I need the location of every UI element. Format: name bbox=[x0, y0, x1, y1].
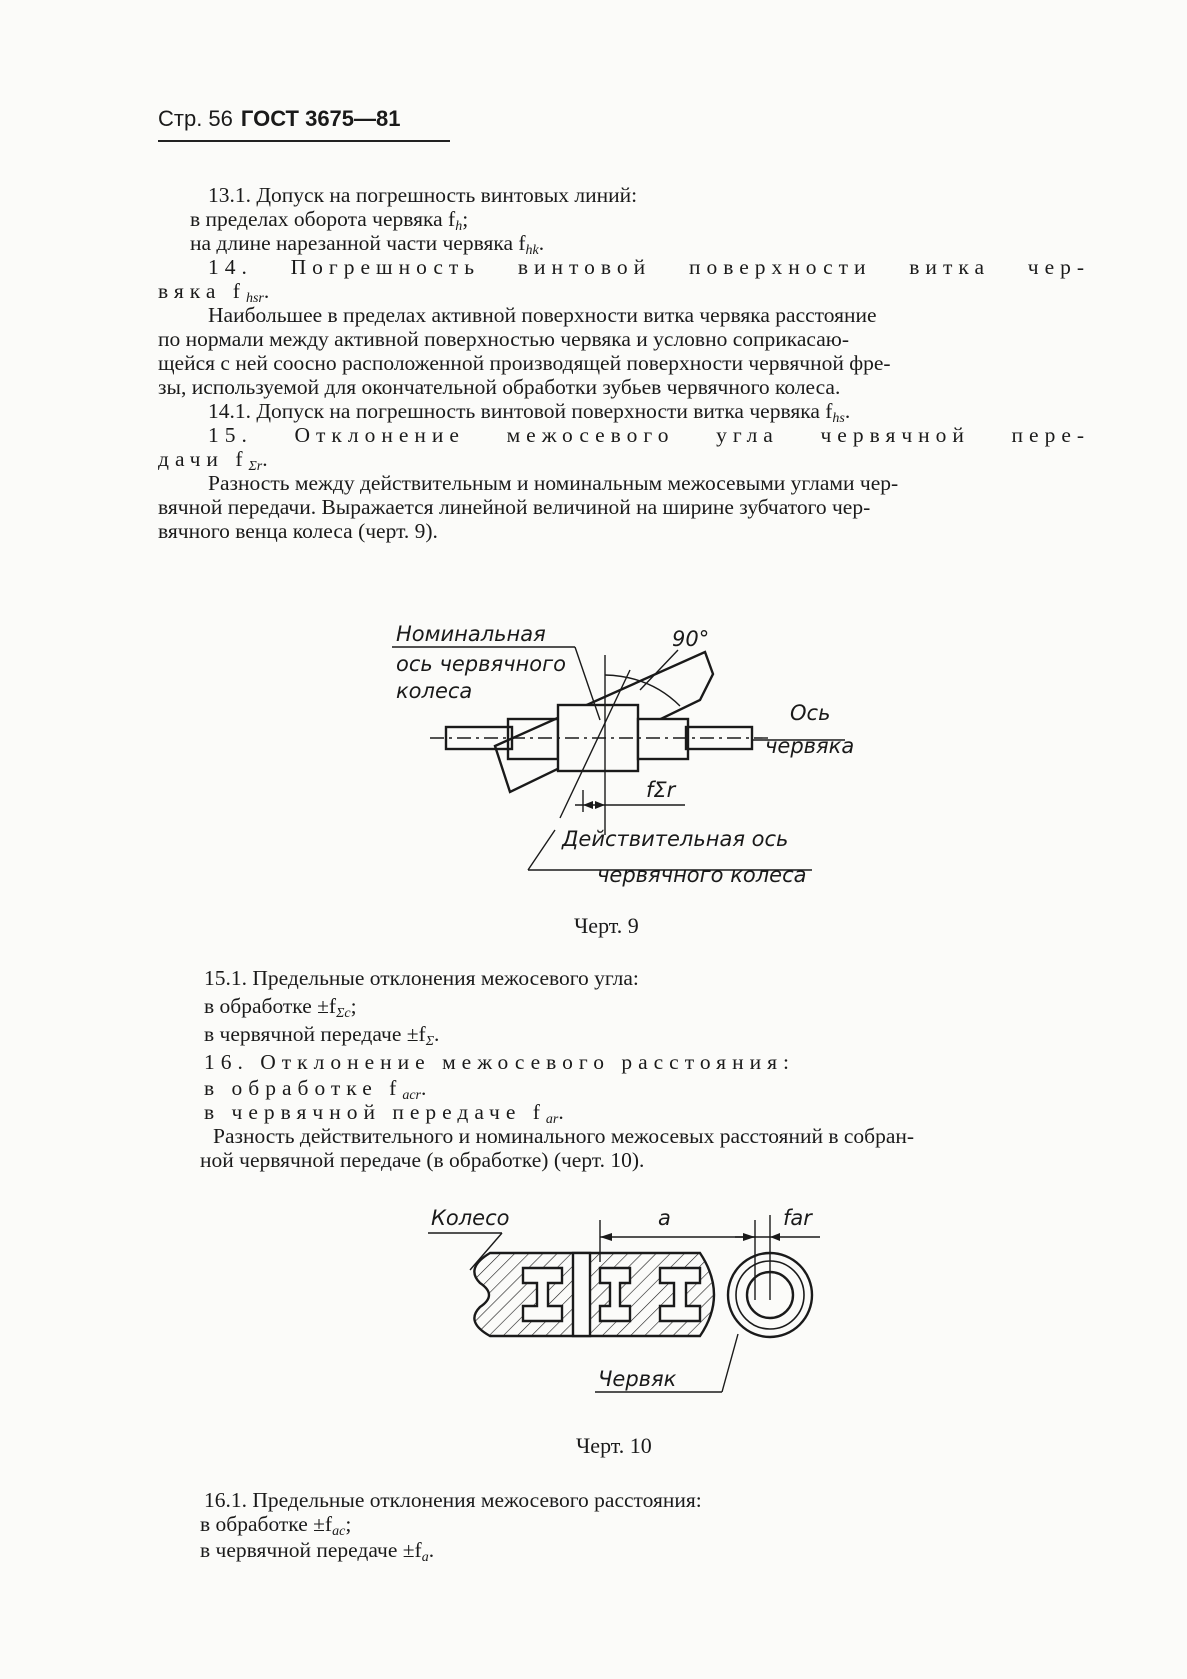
text-line: вячного венца колеса (черт. 9). bbox=[158, 519, 438, 543]
text-line: 15. Отклонение межосевого угла червячной пере- bbox=[208, 423, 1091, 447]
text-line: по нормали между активной поверхностью червяка и условно соприкасаю- bbox=[158, 327, 849, 351]
text-line: зы, используемой для окончательной обработки зубьев червячного колеса. bbox=[158, 375, 841, 399]
label-nominal-axis-2: ось червячного bbox=[396, 652, 566, 676]
text-line: 15.1. Предельные отклонения межосевого угла: bbox=[204, 966, 639, 990]
page-number: Стр. 56 bbox=[158, 106, 233, 131]
text-line: в обработке $\pm f_{ac}$; bbox=[200, 1512, 352, 1539]
label-angle: 90° bbox=[672, 627, 710, 651]
label-worm-axis: Ось bbox=[790, 701, 831, 725]
label-f-sigma-r: fΣr bbox=[646, 778, 676, 802]
text-line: Наибольшее в пределах активной поверхности витка червяка расстояние bbox=[208, 303, 877, 327]
text-line: в обработке $\pm f_{\Sigma c}$; bbox=[204, 994, 357, 1021]
text-line: в червячной передаче $f_{ar}$. bbox=[204, 1100, 570, 1127]
text-line: 14.1. Допуск на погрешность винтовой поверхности витка червяка $f_{hs}$. bbox=[208, 399, 851, 426]
text-line: ной червячной передаче (в обработке) (черт. 10). bbox=[200, 1148, 645, 1172]
label-a: a bbox=[658, 1206, 671, 1230]
label-wheel: Колесо bbox=[431, 1206, 510, 1230]
label-actual-axis: Действительная ось bbox=[562, 827, 789, 851]
figure-9-caption: Черт. 9 bbox=[574, 913, 639, 938]
label-actual-axis-2: червячного колеса bbox=[597, 863, 807, 887]
label-worm-axis-2: червяка bbox=[765, 734, 855, 758]
label-far: far bbox=[783, 1206, 812, 1230]
leader-worm bbox=[722, 1334, 738, 1392]
text-line: 16. Отклонение межосевого расстояния: bbox=[204, 1050, 795, 1074]
label-nominal-axis-3: колеса bbox=[396, 679, 473, 703]
label-worm: Червяк bbox=[598, 1367, 677, 1391]
text-line: 16.1. Предельные отклонения межосевого расстояния: bbox=[204, 1488, 702, 1512]
text-line: вячной передачи. Выражается линейной величиной на ширине зубчатого чер- bbox=[158, 495, 871, 519]
text-line: Разность действительного и номинального межосевых расстояний в собран- bbox=[213, 1124, 915, 1148]
text-line: вяка $f_{hsr}$. bbox=[158, 279, 276, 306]
figure-10-caption: Черт. 10 bbox=[576, 1433, 652, 1458]
gap bbox=[573, 1253, 590, 1336]
text-line: в пределах оборота червяка $f_h$; bbox=[190, 207, 469, 234]
text-line: 14. Погрешность винтовой поверхности витка чер- bbox=[208, 255, 1091, 279]
text-line: щейся с ней соосно расположенной производящей поверхности червячной фре- bbox=[158, 351, 891, 375]
text-line: в обработке $f_{acr}$. bbox=[204, 1076, 433, 1103]
standard-number: ГОСТ 3675—81 bbox=[240, 106, 401, 131]
text-line: в червячной передаче $\pm f_a$. bbox=[200, 1538, 435, 1565]
label-nominal-axis: Номинальная bbox=[396, 622, 546, 646]
text-line: дачи $f_{\Sigma r}$. bbox=[158, 447, 274, 474]
text-line: в червячной передаче $\pm f_\Sigma$. bbox=[204, 1022, 440, 1049]
text-line: Разность между действительным и номинальным межосевыми углами чер- bbox=[208, 471, 899, 495]
text-line: на длине нарезанной части червяка $f_{hk}$. bbox=[190, 231, 545, 258]
text-line: 13.1. Допуск на погрешность винтовых линий: bbox=[208, 183, 638, 207]
